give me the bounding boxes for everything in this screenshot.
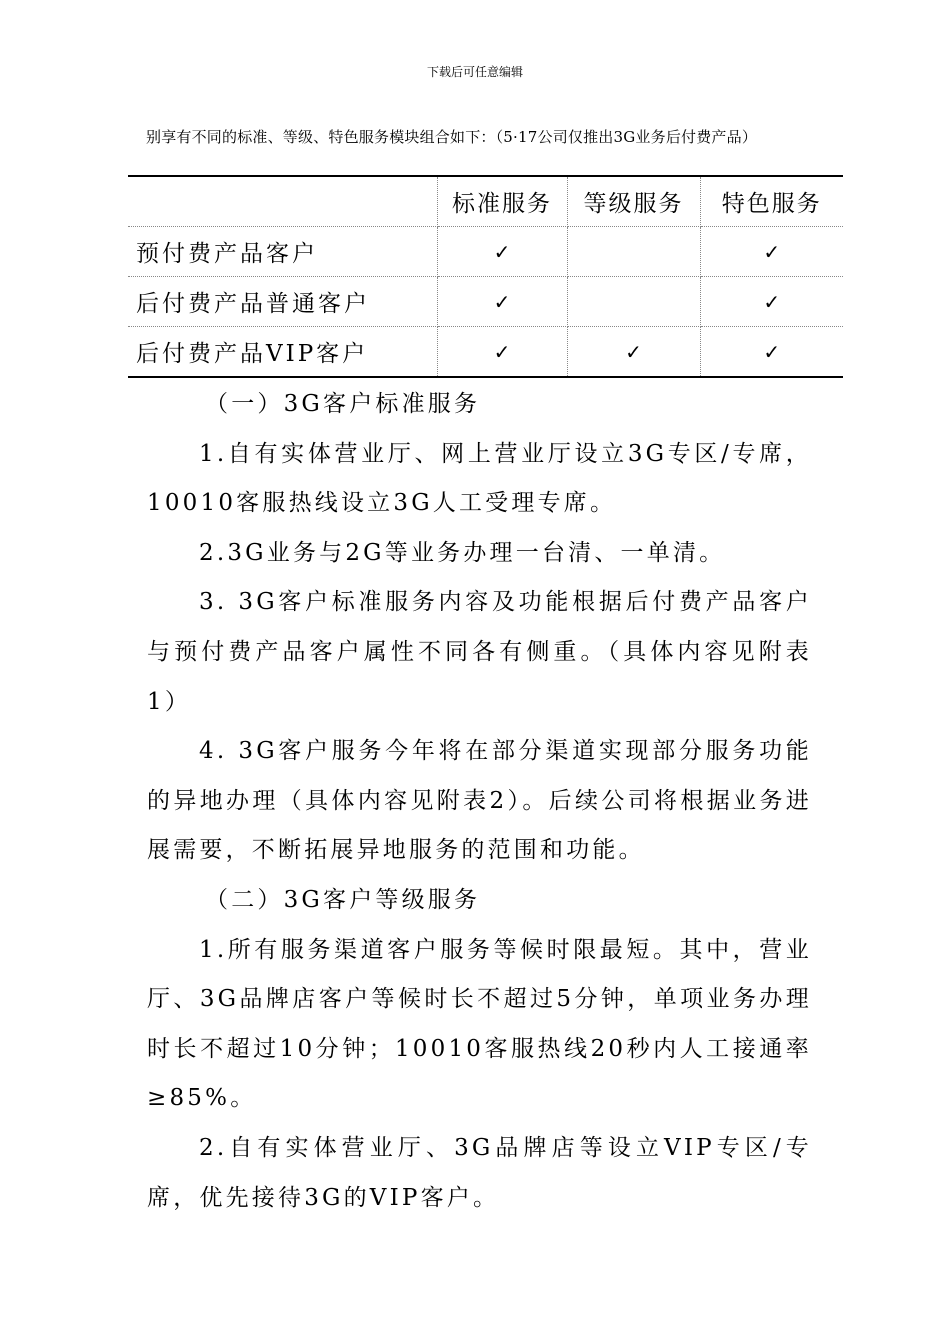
section-heading: （二）3G客户等级服务 [205,886,481,913]
empty-cell [567,227,700,277]
check-icon: ✓ [437,227,567,277]
check-icon: ✓ [700,277,843,327]
row-name: 预付费产品客户 [128,227,437,277]
intro-text: 别享有不同的标准、等级、特色服务模块组合如下：（5·17公司仅推出3G业务后付费产品） [146,128,758,146]
service-table [128,175,843,378]
table-row [128,277,843,327]
header-cell-empty [128,176,437,227]
document-body [147,380,812,1223]
table-header-row [128,176,843,227]
paragraph: 1.自有实体营业厅、网上营业厅设立3G专区/专席，10010客服热线设立3G人工受理专席。 [147,440,812,517]
header-cell-level: 等级服务 [567,176,700,227]
section-heading: （一）3G客户标准服务 [205,391,481,417]
paragraph: 3. 3G客户标准服务内容及功能根据后付费产品客户与预付费产品客户属性不同各有侧重。（具体内容见附表1） [147,589,812,715]
check-icon: ✓ [700,327,843,378]
header-cell-standard: 标准服务 [437,176,567,227]
paragraph: 4. 3G客户服务今年将在部分渠道实现部分服务功能的异地办理（具体内容见附表2）。后续公司将根据业务进展需要，不断拓展异地服务的范围和功能。 [147,738,812,864]
header-cell-feature: 特色服务 [700,176,843,227]
paragraph: 2.自有实体营业厅、3G品牌店等设立VIP专区/专席，优先接待3G的VIP客户。 [147,1134,812,1211]
row-name: 后付费产品普通客户 [128,277,437,327]
check-icon: ✓ [567,327,700,378]
empty-cell [567,277,700,327]
row-name: 后付费产品VIP客户 [128,327,437,378]
paragraph: 1.所有服务渠道客户服务等候时限最短。其中，营业厅、3G品牌店客户等候时长不超过5分钟，单项业务办理时长不超过10分钟；10010客服热线20秒内人工接通率≥85%。 [147,936,812,1112]
table-row [128,227,843,277]
check-icon: ✓ [437,327,567,378]
table-row [128,327,843,378]
check-icon: ✓ [700,227,843,277]
paragraph: 2.3G业务与2G等业务办理一台清、一单清。 [199,539,726,566]
page-header: 下载后可任意编辑 [426,65,523,79]
check-icon: ✓ [437,277,567,327]
